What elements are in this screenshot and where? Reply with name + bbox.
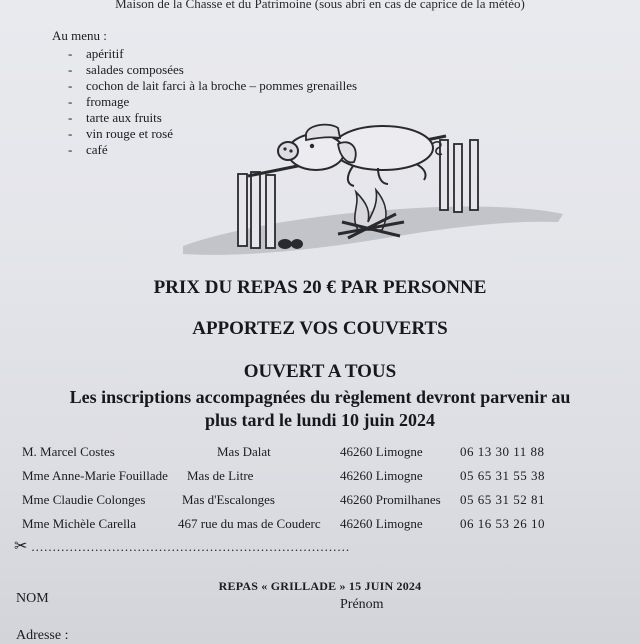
menu-item-text: tarte aux fruits: [86, 110, 162, 125]
menu-item-text: café: [86, 142, 108, 157]
left-post: [251, 172, 260, 248]
contact-place: 467 rue du mas de Couderc: [178, 516, 321, 531]
stone: [291, 239, 303, 249]
menu-item: - fromage: [68, 94, 130, 109]
menu-item: - apéritif: [68, 46, 124, 61]
contact-place: Mas Dalat: [217, 444, 271, 459]
contact-city: 46260 Limogne: [340, 444, 423, 459]
bring-cutlery-headline: APPORTEZ VOS COUVERTS: [192, 318, 448, 339]
pig-leg: [416, 164, 426, 180]
contact-row: [22, 492, 622, 516]
pig-leg: [348, 166, 354, 186]
fire-flames: [355, 190, 386, 230]
price-headline: PRIX DU REPAS 20 € PAR PERSONNE: [153, 277, 487, 298]
contact-name: Mme Michèle Carella: [22, 516, 137, 531]
pig-snout: [278, 142, 298, 160]
left-post: [266, 175, 275, 248]
menu-item-text: apéritif: [86, 46, 124, 61]
stone: [278, 239, 292, 249]
contact-city: 46260 Limogne: [340, 516, 423, 531]
contact-phone: 05 65 31 55 38: [460, 468, 545, 483]
roasting-pig-illustration: [178, 118, 568, 268]
cut-dots: ...........................................................................: [31, 539, 351, 554]
pig-hat: [306, 125, 340, 140]
menu-title: Au menu :: [52, 28, 107, 43]
menu-item: - cochon de lait farci à la broche – pommes grenailles: [68, 78, 358, 93]
contact-name: Mme Anne-Marie Fouillade: [22, 468, 168, 483]
right-post: [470, 140, 478, 210]
menu-item-text: fromage: [86, 94, 130, 109]
menu-item-text: salades composées: [86, 62, 184, 77]
menu-item-text: vin rouge et rosé: [86, 126, 174, 141]
right-post: [454, 144, 462, 212]
contact-row: [22, 468, 622, 492]
menu-item: - salades composées: [68, 62, 184, 77]
contact-phone: 06 16 53 26 10: [460, 516, 545, 531]
menu-item-text: cochon de lait farci à la broche – pommes grenailles: [86, 78, 358, 93]
contact-place: Mas de Litre: [187, 468, 254, 483]
left-post: [238, 174, 247, 246]
contact-city: 46260 Promilhanes: [340, 492, 441, 507]
contact-phone: 06 13 30 11 88: [460, 444, 545, 459]
right-post: [440, 140, 448, 210]
cut-line: [14, 536, 544, 556]
contact-place: Mas d'Escalonges: [182, 492, 275, 507]
registration-line-2: plus tard le lundi 10 juin 2024: [204, 410, 436, 430]
form-title: REPAS « GRILLADE » 15 JUIN 2024: [218, 579, 422, 593]
location-line: Maison de la Chasse et du Patrimoine (sous abri en cas de caprice de la météo): [115, 0, 525, 11]
prenom-label: Prénom: [340, 597, 384, 612]
contact-name: Mme Claudie Colonges: [22, 492, 146, 507]
registration-line-1: Les inscriptions accompagnées du règlement devront parvenir au: [69, 387, 571, 407]
menu-item: - vin rouge et rosé: [68, 126, 174, 141]
contact-phone: 05 65 31 52 81: [460, 492, 545, 507]
contact-city: 46260 Limogne: [340, 468, 423, 483]
menu-item: - café: [68, 142, 108, 157]
scissors-icon: ✂: [14, 538, 28, 555]
nom-label: NOM: [16, 591, 49, 606]
contact-list: [22, 444, 622, 540]
adresse-label: Adresse :: [16, 628, 69, 643]
contact-name: M. Marcel Costes: [22, 444, 115, 459]
menu-item: - tarte aux fruits: [68, 110, 162, 125]
open-to-all-headline: OUVERT A TOUS: [243, 361, 397, 382]
contact-row: [22, 444, 622, 468]
